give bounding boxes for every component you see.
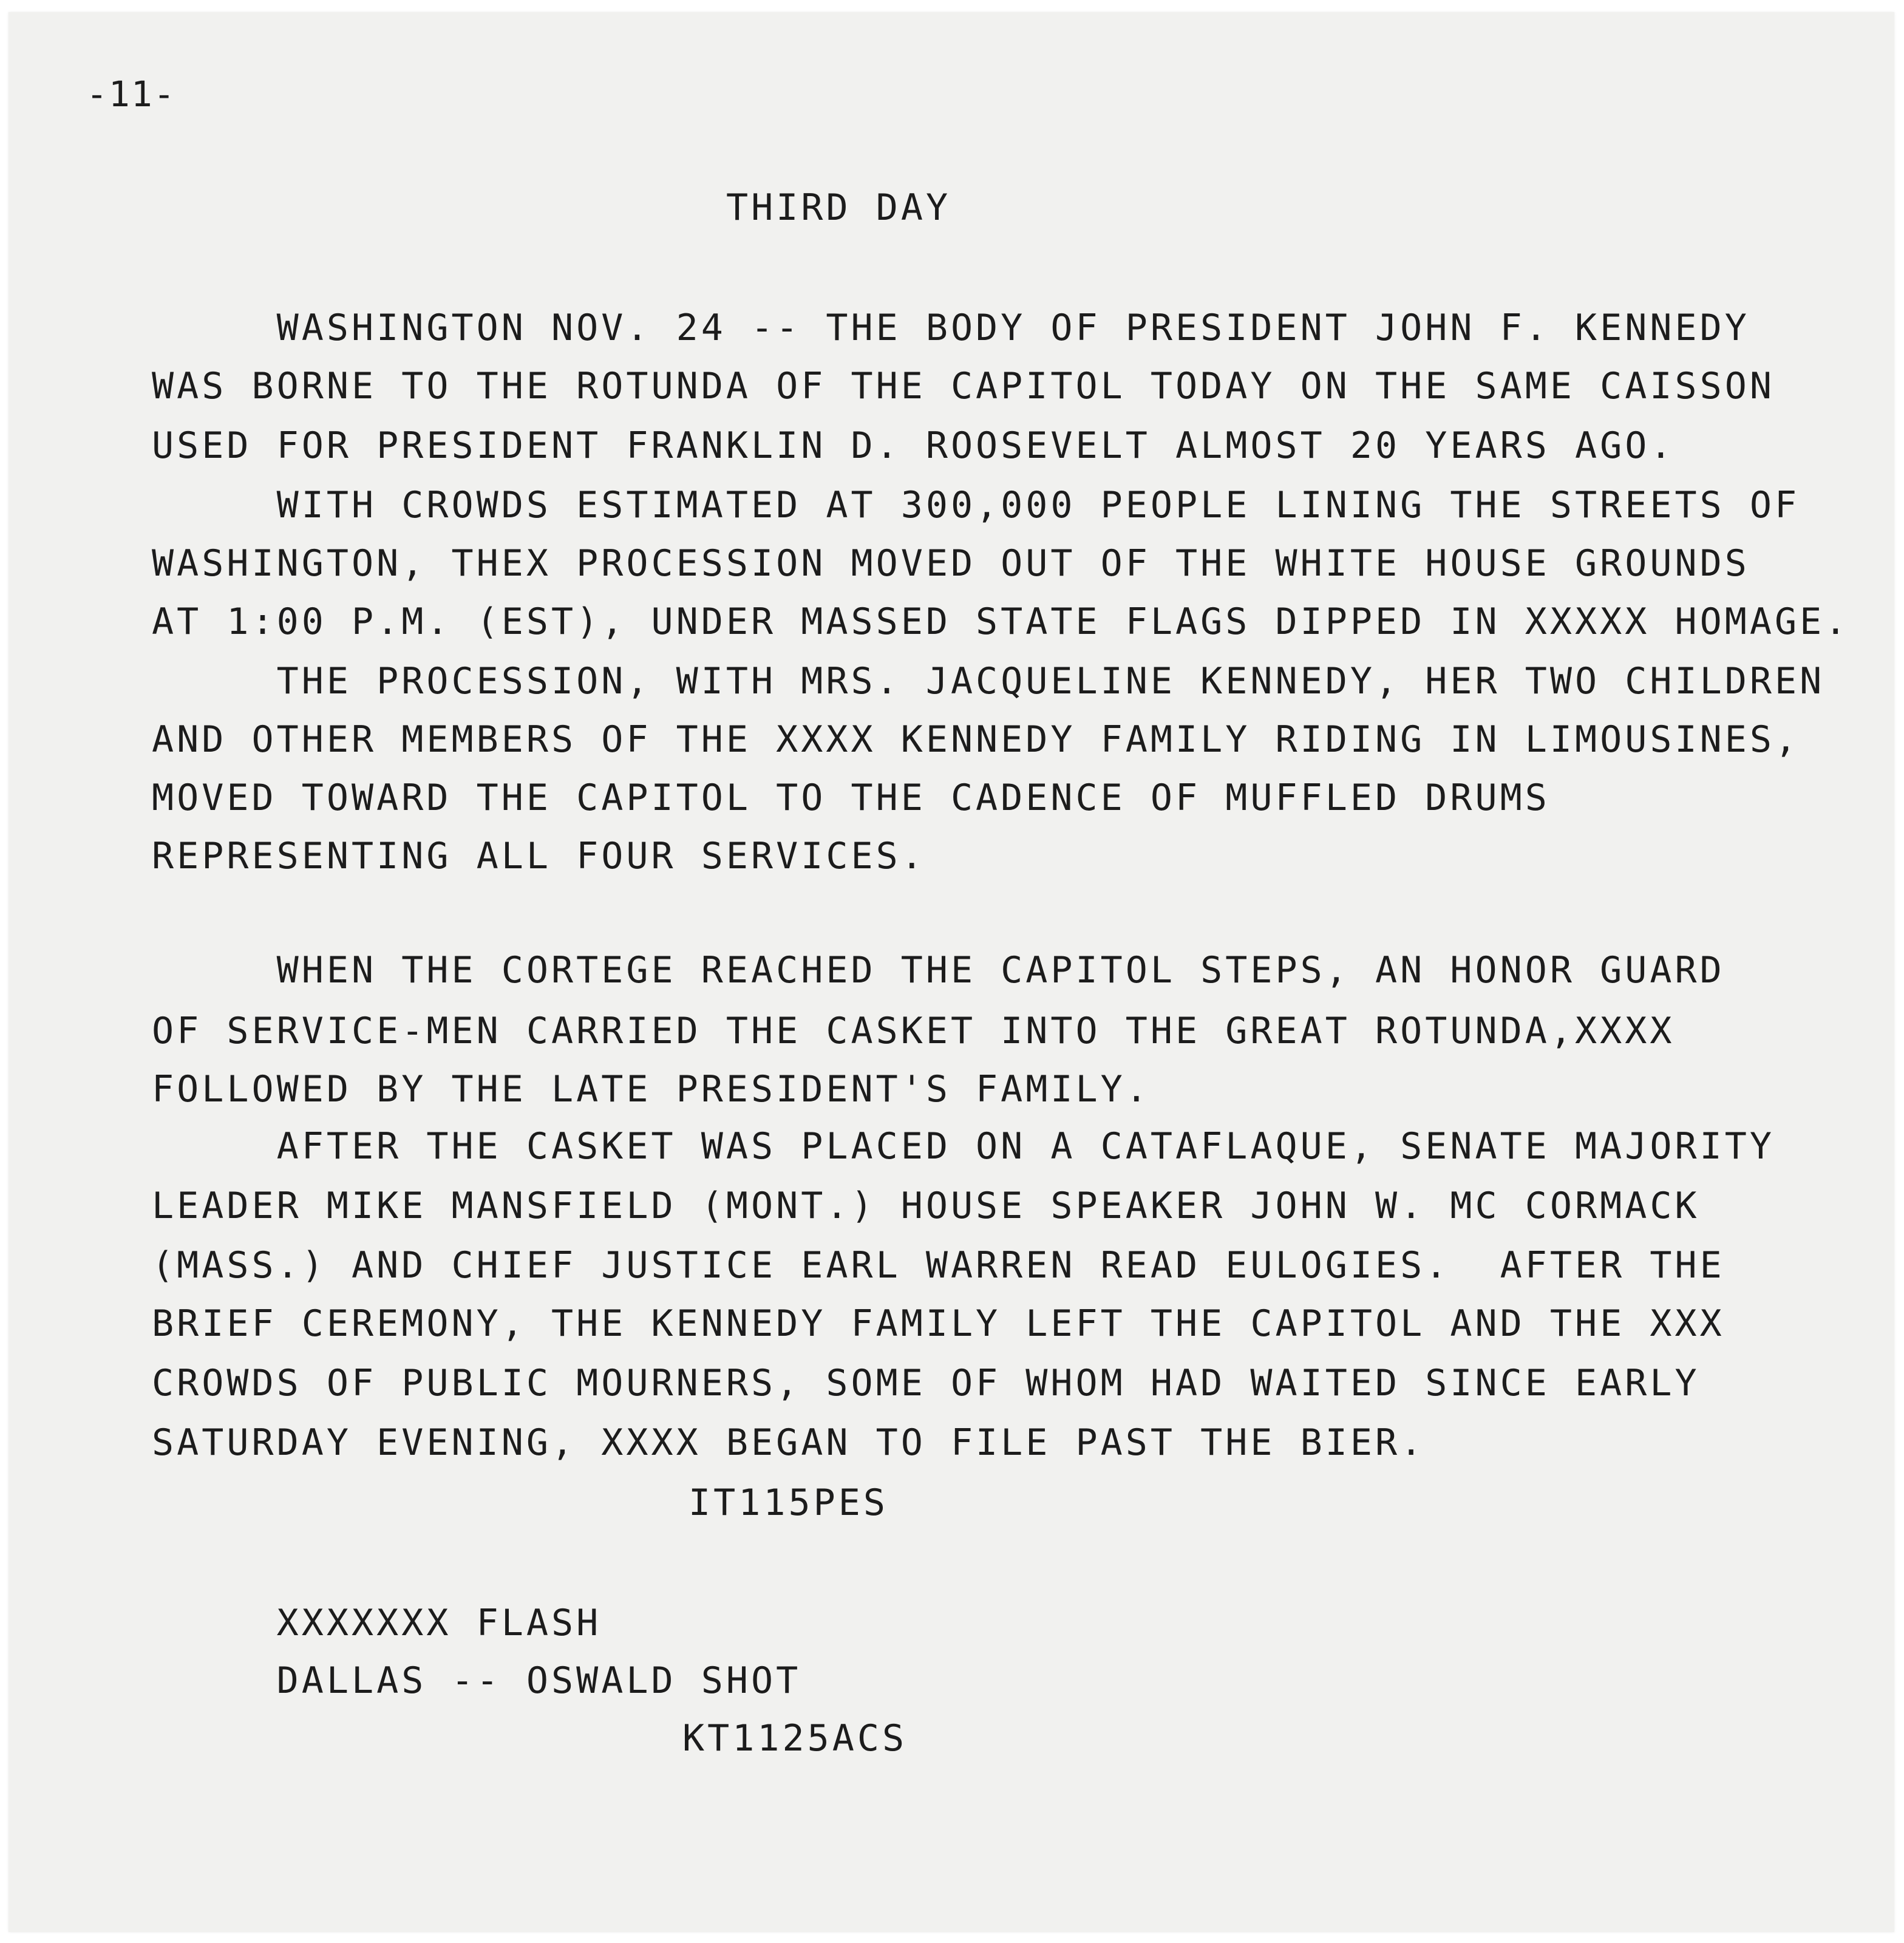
story-line: CROWDS OF PUBLIC MOURNERS, SOME OF WHOM HAD WAITED SINCE EARLY [152,1362,1700,1404]
story-line: (MASS.) AND CHIEF JUSTICE EARL WARREN READ EULOGIES. AFTER THE [152,1244,1725,1287]
story-line: USED FOR PRESIDENT FRANKLIN D. ROOSEVELT ALMOST 20 YEARS AGO. [152,424,1675,467]
story-line: BRIEF CEREMONY, THE KENNEDY FAMILY LEFT THE CAPITOL AND THE XXX [152,1302,1725,1345]
story-line: LEADER MIKE MANSFIELD (MONT.) HOUSE SPEAKER JOHN W. MC CORMACK [152,1185,1700,1227]
story-line: REPRESENTING ALL FOUR SERVICES. [152,835,926,877]
story-line: FOLLOWED BY THE LATE PRESIDENT'S FAMILY. [152,1068,1151,1111]
story-line: WHEN THE CORTEGE REACHED THE CAPITOL STEPS, AN HONOR GUARD [152,949,1725,992]
story-line: AT 1:00 P.M. (EST), UNDER MASSED STATE FLAGS DIPPED IN XXXXX HOMAGE. [152,601,1850,643]
story-line: AFTER THE CASKET WAS PLACED ON A CATAFLAQUE, SENATE MAJORITY [152,1125,1775,1168]
page-number: -11- [86,73,176,115]
story-line: THE PROCESSION, WITH MRS. JACQUELINE KENNEDY, HER TWO CHILDREN [152,660,1825,703]
teletype-page [8,12,1894,1932]
story-line: MOVED TOWARD THE CAPITOL TO THE CADENCE OF MUFFLED DRUMS [152,777,1550,819]
story-line: AND OTHER MEMBERS OF THE XXXX KENNEDY FAMILY RIDING IN LIMOUSINES, [152,718,1800,761]
flash-line: DALLAS -- OSWALD SHOT [152,1659,801,1702]
story-line: WAS BORNE TO THE ROTUNDA OF THE CAPITOL TODAY ON THE SAME CAISSON [152,365,1775,407]
flash-reference-code: KT1125ACS [682,1717,908,1760]
story-line: SATURDAY EVENING, XXXX BEGAN TO FILE PAST THE BIER. [152,1421,1426,1464]
story-line: WASHINGTON, THEX PROCESSION MOVED OUT OF THE WHITE HOUSE GROUNDS [152,542,1750,585]
story-reference-code: IT115PES [688,1482,888,1524]
flash-line: XXXXXXX FLASH [152,1602,602,1644]
story-line: WITH CROWDS ESTIMATED AT 300,000 PEOPLE LINING THE STREETS OF [152,484,1800,526]
page-heading: THIRD DAY [726,186,951,229]
story-line: OF SERVICE-MEN CARRIED THE CASKET INTO THE GREAT ROTUNDA,XXXX [152,1010,1675,1052]
story-line: WASHINGTON NOV. 24 -- THE BODY OF PRESIDENT JOHN F. KENNEDY [152,307,1750,349]
